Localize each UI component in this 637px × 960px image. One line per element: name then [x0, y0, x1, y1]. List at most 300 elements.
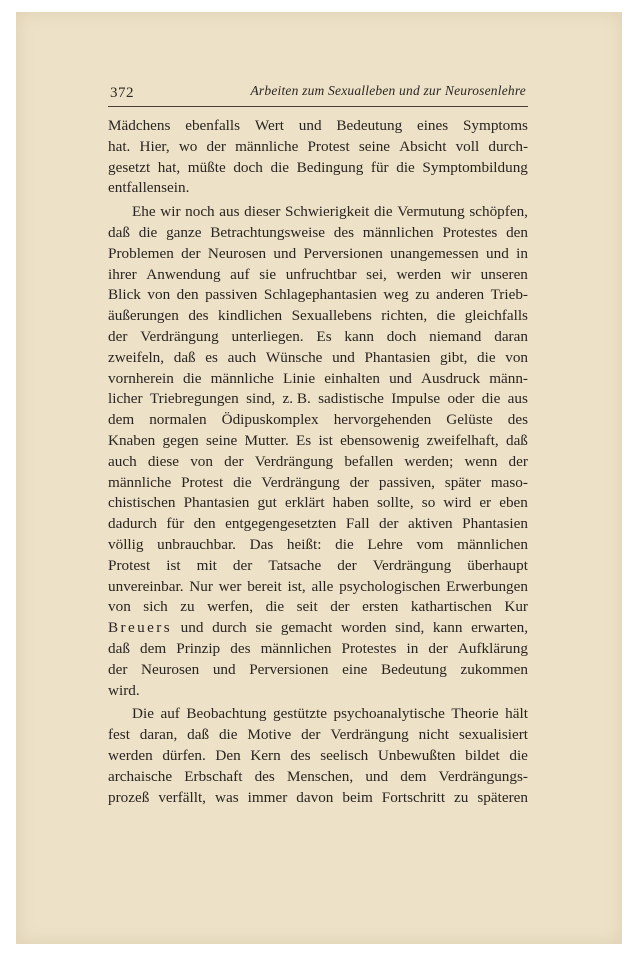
word: Trieb- [490, 286, 528, 304]
word: Sexuallebens [291, 307, 372, 325]
word: Verdrängung [330, 726, 409, 744]
word: und [180, 619, 204, 637]
word: sollte, [377, 494, 414, 512]
text-line [108, 158, 528, 179]
word: Bedingung [296, 158, 364, 176]
word: Neurosen [141, 660, 200, 678]
word: von [147, 286, 171, 304]
word: dem [400, 767, 427, 785]
word: des [230, 639, 251, 657]
word: sadistische [318, 390, 384, 408]
word: seine [358, 137, 391, 155]
text-line [108, 410, 528, 431]
word: sind, [246, 390, 276, 408]
word: äußerungen [108, 307, 179, 325]
word: eben [499, 494, 528, 512]
word: der [301, 726, 321, 744]
word: Vermutung [397, 203, 465, 221]
text-line [108, 223, 528, 244]
word: Fortschritt [381, 788, 446, 806]
word: ebensowenig [340, 431, 420, 449]
word: voll [455, 137, 480, 155]
text-line [108, 556, 528, 577]
word: auch [227, 348, 257, 366]
word: müßte [187, 158, 226, 176]
word: immer [247, 788, 288, 806]
word: der [337, 556, 357, 574]
word: männliche [235, 137, 299, 155]
word: Verdrängungs- [438, 767, 528, 785]
word: Bedeutung [336, 117, 403, 134]
text-line [108, 704, 528, 725]
word: männlichen [362, 223, 434, 241]
word: wenn [464, 452, 498, 470]
word: licher [108, 390, 143, 408]
word: passiven [205, 286, 258, 304]
word: kann [432, 619, 463, 637]
word: archaische [108, 767, 173, 785]
word: den [176, 286, 199, 304]
word: ist, [287, 577, 306, 595]
word: zweifeln, [108, 348, 165, 366]
word: Menschen, [286, 767, 354, 785]
word: unseren [480, 265, 528, 283]
text-line [108, 327, 528, 348]
word: zu [415, 286, 430, 304]
word: kathartischen [410, 598, 492, 616]
word: der [224, 452, 244, 470]
word: daß [108, 223, 130, 241]
word: Bedeutung [381, 660, 447, 678]
word: zukommen [460, 660, 528, 678]
word: Phantasien [183, 494, 250, 512]
word: psychologischen [339, 577, 441, 595]
word: durch [212, 619, 247, 637]
word: daran, [139, 726, 178, 744]
word: wo [178, 137, 198, 155]
word: die [270, 158, 290, 176]
word: so [421, 494, 436, 512]
word: werden [108, 746, 153, 764]
word: die [396, 158, 415, 176]
word: entfallen [108, 179, 162, 197]
running-title: Arbeiten zum Sexualleben und zur Neurosenlehre [250, 83, 526, 98]
word: später [444, 473, 482, 491]
word: Nur [189, 577, 213, 595]
word: aus [219, 203, 240, 221]
word: Lehre [367, 535, 403, 553]
word: Perversionen [249, 660, 329, 678]
word: doch [386, 327, 417, 345]
word: schöpfen, [469, 203, 528, 221]
word: verfällt, [158, 788, 206, 806]
word: chistischen [108, 494, 176, 512]
word: überhaupt [467, 556, 528, 574]
word: seelisch [320, 746, 369, 764]
word: sie [255, 619, 273, 637]
word: Hier, [139, 137, 170, 155]
word: er [479, 494, 492, 512]
word: Symptombildung [422, 158, 528, 176]
word: die [233, 473, 252, 491]
word: der [379, 515, 399, 533]
word: Impulse [391, 390, 441, 408]
word: dadurch [108, 515, 157, 533]
word: Protest [181, 473, 224, 491]
word: Absicht [399, 137, 447, 155]
word: der [181, 244, 201, 262]
word: von [190, 452, 213, 470]
word: für [370, 158, 389, 176]
word: Gelüste [446, 411, 493, 429]
word: sei, [366, 265, 387, 283]
word: des [333, 223, 355, 241]
word: Phantasien [364, 348, 431, 366]
word: ist [166, 556, 181, 574]
word: männlichen [457, 535, 528, 553]
word: erwarten, [471, 619, 528, 637]
word: Fall [345, 515, 370, 533]
word: und [273, 244, 297, 262]
word: ersten [362, 598, 399, 616]
word: die [509, 746, 528, 764]
word: Unbewußten [377, 746, 456, 764]
word: die [265, 598, 285, 616]
word: Betrachtungsweise [210, 223, 325, 241]
word: Problemen [108, 244, 174, 262]
word: alle [311, 577, 334, 595]
text-line [108, 285, 528, 306]
word: Breuers [108, 619, 173, 637]
word: hat. [108, 137, 131, 155]
word: die [477, 348, 496, 366]
word: einhalten [324, 369, 380, 387]
word: die [374, 203, 393, 221]
word: dem [108, 411, 135, 429]
word: daß [173, 348, 196, 366]
word: ganze [166, 223, 202, 241]
word: vornherein [108, 369, 174, 387]
word: daß [108, 639, 130, 657]
text-line [108, 577, 528, 598]
text-line [108, 348, 528, 369]
word: bereit [247, 577, 282, 595]
word: fest [108, 726, 130, 744]
word: hält [505, 705, 528, 723]
word: heißt: [286, 535, 322, 553]
word: gesetzt [108, 158, 151, 176]
word: Motive [247, 726, 292, 744]
word: daß [187, 726, 210, 744]
word: die [138, 223, 158, 241]
word: Erwerbungen [446, 577, 528, 595]
word: Phantasien [462, 515, 528, 533]
word: Es [316, 327, 332, 345]
word: befallen [344, 452, 394, 470]
text-line [108, 725, 528, 746]
word: werfen, [207, 598, 254, 616]
page-number: 372 [110, 85, 134, 101]
word: Mädchens [108, 117, 171, 134]
word: Den [215, 746, 241, 764]
word: werden; [404, 452, 454, 470]
word: der [349, 473, 370, 491]
word: Protest [108, 556, 151, 574]
word: wir [450, 265, 472, 283]
text-line [108, 535, 528, 556]
word: von [505, 348, 528, 366]
word: davon [296, 788, 334, 806]
word: vom [416, 535, 444, 553]
word: des [254, 767, 275, 785]
word: und [332, 348, 355, 366]
word: späteren [477, 788, 528, 806]
word: und [389, 369, 412, 387]
word: gibt, [439, 348, 468, 366]
word: doch [233, 158, 263, 176]
text-line [108, 618, 528, 639]
word: aus [507, 390, 528, 408]
text-line [108, 116, 528, 137]
text-line [108, 369, 528, 390]
word: die [218, 726, 238, 744]
word: unbrauchbar. [157, 535, 236, 553]
word: Tatsache [268, 556, 322, 574]
word: Wert [254, 117, 284, 134]
word: Symptoms [462, 117, 528, 134]
word: prozeß [108, 788, 150, 806]
word: hervorgehenden [333, 411, 432, 429]
word: kindlichen [218, 307, 283, 325]
word: Kern [250, 746, 281, 764]
word: oder [447, 390, 475, 408]
word: Protestes [442, 223, 498, 241]
word: daß [505, 431, 528, 449]
word: Theorie [451, 705, 499, 723]
text-line [108, 452, 528, 473]
text-line [108, 597, 528, 618]
text-line [108, 473, 528, 494]
word: kann [344, 327, 374, 345]
word: den [193, 515, 216, 533]
text-line [108, 681, 528, 702]
word: Verdrängung [140, 327, 219, 345]
word: weg [383, 286, 409, 304]
word: Die [132, 705, 154, 723]
word: passiven, [378, 473, 435, 491]
word: sich [143, 598, 168, 616]
word: aktiven [407, 515, 453, 533]
word: ist [318, 431, 333, 449]
word: und [365, 767, 389, 785]
word: die [436, 307, 456, 325]
word: Anwendung [146, 265, 221, 283]
word: anderen [436, 286, 485, 304]
word: erklärt [284, 494, 325, 512]
paragraph [108, 202, 528, 701]
word: werden [396, 265, 442, 283]
word: wird. [108, 681, 140, 699]
word: Es [296, 431, 312, 449]
word: seine [206, 431, 238, 449]
word: eines [416, 117, 449, 134]
text-line [108, 767, 528, 788]
word: bildet [465, 746, 500, 764]
word: eine [342, 660, 368, 678]
text-line [108, 514, 528, 535]
word: in [516, 244, 528, 262]
word: der [232, 556, 253, 574]
word: daran [494, 327, 528, 345]
word: des [188, 307, 209, 325]
word: gemacht [280, 619, 333, 637]
text-line [108, 746, 528, 767]
word: gegen [162, 431, 199, 449]
text-line [108, 788, 528, 809]
word: worden [340, 619, 387, 637]
word: Kur [504, 598, 528, 616]
text-line [108, 639, 528, 660]
text-line [108, 431, 528, 452]
text-line [108, 202, 528, 223]
word: die [182, 369, 202, 387]
word: und [212, 660, 236, 678]
word: Triebregungen [149, 390, 239, 408]
body-text [108, 116, 528, 808]
word: mit [196, 556, 217, 574]
word: entgegengesetzten [225, 515, 337, 533]
word: durch- [488, 137, 528, 155]
word: beim [342, 788, 373, 806]
word: wird [443, 494, 472, 512]
word: es [205, 348, 218, 366]
word: Protest [307, 137, 350, 155]
paragraph [108, 704, 528, 808]
word: sein. [161, 179, 190, 197]
word: wir [160, 203, 181, 221]
word: maso- [490, 473, 528, 491]
word: niemand [429, 327, 482, 345]
word: und [486, 244, 509, 262]
text-line [108, 389, 528, 410]
word: Verdrängung [261, 473, 340, 491]
word: psychoanalytische [333, 705, 445, 723]
word: dürfen. [162, 746, 206, 764]
word: nicht [418, 726, 449, 744]
word: des [290, 746, 311, 764]
word: auf [160, 705, 180, 723]
word: Wünsche [265, 348, 323, 366]
word: die [335, 535, 354, 553]
text-line [108, 660, 528, 681]
word: Ödipuskomplex [221, 411, 319, 429]
word: haben [332, 494, 369, 512]
word: sie [259, 265, 277, 283]
word: gut [257, 494, 277, 512]
word: diese [147, 452, 180, 470]
word: und [298, 117, 322, 134]
word: den [506, 223, 528, 241]
word: seit [296, 598, 318, 616]
word: Blick [108, 286, 141, 304]
word: des [507, 411, 528, 429]
text-line [108, 493, 528, 514]
text-line [108, 265, 528, 286]
word: Beobachtung [186, 705, 267, 723]
word: Linie [283, 369, 316, 387]
word: was [214, 788, 239, 806]
word: zu [180, 598, 195, 616]
word: Aufklärung [457, 639, 528, 657]
word: Verdrängung [372, 556, 452, 574]
word: z. B. [282, 390, 311, 408]
word: dieser [244, 203, 281, 221]
word: normalen [149, 411, 207, 429]
word: ebenfalls [185, 117, 241, 134]
word: unterliegen. [231, 327, 304, 345]
paragraph [108, 116, 528, 199]
word: sind, [395, 619, 425, 637]
word: hat, [157, 158, 181, 176]
word: Schlagephantasien [263, 286, 377, 304]
word: Protestes [341, 639, 397, 657]
word: männlichen [260, 639, 332, 657]
word: gleichfalls [464, 307, 528, 325]
word: auch [108, 452, 137, 470]
word: noch [185, 203, 215, 221]
word: Mutter. [244, 431, 289, 449]
word: dem [140, 639, 167, 657]
word: Knaben [108, 431, 156, 449]
word: wer [218, 577, 242, 595]
word: von [108, 598, 131, 616]
word: männliche [108, 473, 172, 491]
word: der [206, 137, 226, 155]
page-header [108, 80, 528, 107]
word: gestützte [273, 705, 328, 723]
word: Verdrängung [254, 452, 334, 470]
word: Das [249, 535, 274, 553]
word: zweifelhaft, [426, 431, 499, 449]
word: männ- [489, 369, 528, 387]
word: Ausdruck [420, 369, 481, 387]
word: Prinzip [176, 639, 221, 657]
word: der [108, 327, 128, 345]
text-line [108, 178, 528, 199]
word: Perversionen [303, 244, 383, 262]
word: richten, [381, 307, 428, 325]
word: der [428, 639, 448, 657]
word: zu [454, 788, 469, 806]
word: Erbschaft [184, 767, 243, 785]
word: Neurosen [207, 244, 267, 262]
word: Schwierigkeit [285, 203, 370, 221]
word: unvereinbar. [108, 577, 184, 595]
word: in [406, 639, 419, 657]
word: unangemessen [390, 244, 479, 262]
word: Ehe [132, 203, 156, 221]
word: auf [230, 265, 250, 283]
word: männliche [210, 369, 274, 387]
word: der [330, 598, 350, 616]
word: der [508, 452, 528, 470]
word: sexualisiert [458, 726, 528, 744]
text-line [108, 137, 528, 158]
word: der [108, 660, 128, 678]
word: unfruchtbar [285, 265, 357, 283]
word: völlig [108, 535, 144, 553]
text-line [108, 306, 528, 327]
